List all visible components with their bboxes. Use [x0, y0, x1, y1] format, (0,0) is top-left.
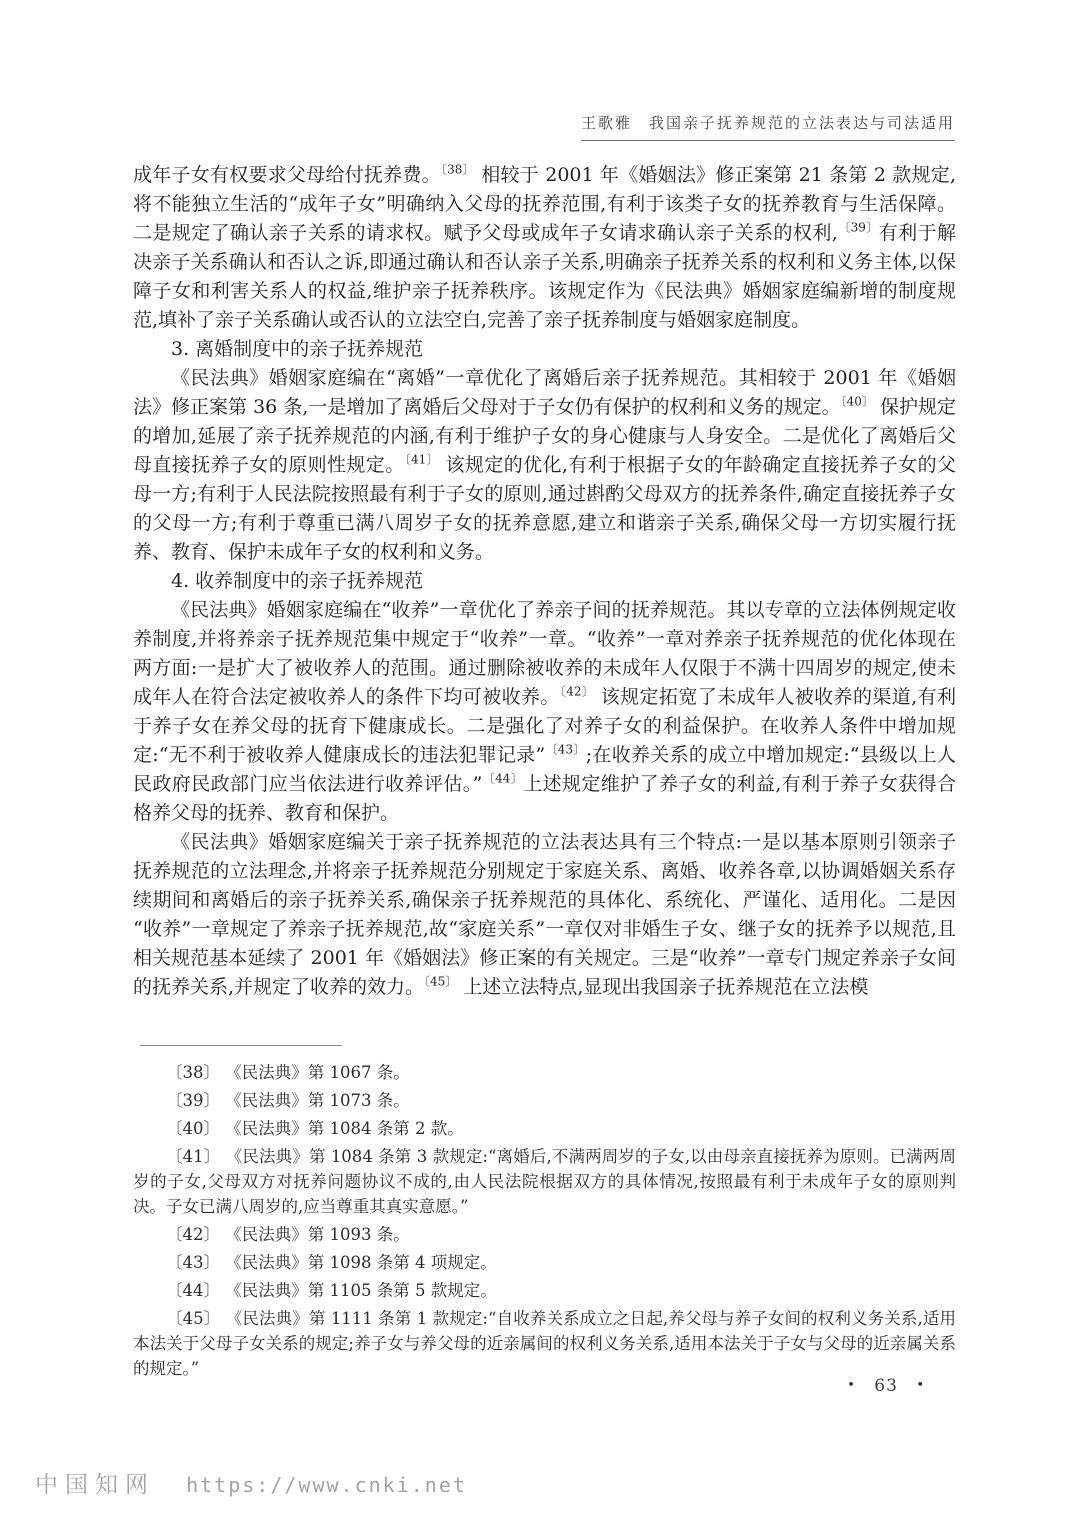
footnote-item-43: 〔43〕 《民法典》第 1098 条第 4 项规定。: [166, 1253, 497, 1272]
running-header-title: 王歌雅 我国亲子抚养规范的立法表达与司法适用: [581, 112, 955, 141]
footnote-item-38: 〔38〕 《民法典》第 1067 条。: [166, 1063, 410, 1082]
page-number-value: 63: [874, 1376, 898, 1396]
paragraph-divorce-rules: 《民法典》婚姻家庭编在“离婚”一章优化了离婚后亲子抚养规范。其相较于 2001 年《婚姻法》修正案第 36 条,一是增加了离婚后父母对于子女仍有保护的权利和义务的规定。$^{〔40〕}$ 保护规定的增加,延展了亲子抚养规范的内涵,有利于维护子女的身心健康与人身安全。二是优化了离婚后父母直接抚养子女的原则性规定。$^{〔41〕}$ 该规定的优化,有利于根据子女的年龄确定直接抚养子女的父母一方;有利于人民法院按照最有利于子女的原则,通过斟酌父母双方的抚养条件,确定直接抚养子女的父母一方;有利于尊重已满八周岁子女的抚养意愿,建立和谐亲子关系,确保父母一方切实履行抚养、教育、保护未成年子女的权利和义务。: [133, 367, 956, 563]
footnote-item-41: 〔41〕 《民法典》第 1084 条第 3 款规定:“离婚后,不满两周岁的子女,以由母亲直接抚养为原则。已满两周岁的子女,父母双方对抚养问题协议不成的,由人民法院根据双方的具体情况,按照最有利于未成年子女的原则判决。子女已满八周岁的,应当尊重其真实意愿。”: [133, 1147, 956, 1216]
footnote-ref: 〔45〕: [424, 974, 458, 989]
footnote-ref: 〔42〕: [559, 684, 595, 699]
footnote-item-45: 〔45〕 《民法典》第 1111 条第 1 款规定:“自收养关系成立之日起,养父母与养子女间的权利义务关系,适用本法关于父母子女关系的规定;养子女与养父母的近亲属间的权利义务关系,适用本法关于子女与父母的近亲属关系的规定。”: [133, 1309, 956, 1378]
footnote-item-39: 〔39〕 《民法典》第 1073 条。: [166, 1091, 410, 1110]
footnote-item-40: 〔40〕 《民法典》第 1084 条第 2 款。: [166, 1119, 464, 1138]
paragraph-legislative-features: 《民法典》婚姻家庭编关于亲子抚养规范的立法表达具有三个特点:一是以基本原则引领亲子抚养规范的立法理念,并将亲子抚养规范分别规定于家庭关系、离婚、收养各章,以协调婚姻关系存续期间和离婚后的亲子抚养关系,确保亲子抚养规范的具体化、系统化、严谨化、适用化。二是因“收养”一章规定了养亲子抚养规范,故“家庭关系”一章仅对非婚生子女、继子女的抚养予以规范,且相关规范基本延续了 2001 年《婚姻法》修正案的有关规定。三是“收养”一章专门规定养亲子女间的抚养关系,并规定了收养的效力。$^{〔45〕}$ 上述立法特点,显现出我国亲子抚养规范在立法模: [133, 831, 956, 998]
footnote-ref: 〔38〕: [440, 162, 475, 177]
footnotes-section: [133, 1060, 956, 1384]
footnote-ref: 〔43〕: [545, 742, 586, 757]
running-header: [133, 112, 955, 141]
footnote-ref: 〔39〕: [837, 220, 879, 235]
page-number-right-dot: •: [916, 1378, 925, 1393]
footnote-ref: 〔41〕: [404, 452, 440, 467]
cnki-brand-text: 中国知网: [35, 1472, 155, 1498]
footnote-ref: 〔44〕: [482, 771, 524, 786]
section-heading-adoption: 4. 收养制度中的亲子抚养规范: [171, 570, 424, 592]
paragraph-adoption-rules: 《民法典》婚姻家庭编在“收养”一章优化了养亲子间的抚养规范。其以专章的立法体例规定收养制度,并将养亲子抚养规范集中规定于“收养”一章。“收养”一章对养亲子抚养规范的优化体现在两方面:一是扩大了被收养人的范围。通过删除被收养的未成年人仅限于不满十四周岁的规定,使未成年人在符合法定被收养人的条件下均可被收养。$^{〔42〕}$ 该规定拓宽了未成年人被收养的渠道,有利于养子女在养父母的抚育下健康成长。二是强化了对养子女的利益保护。在收养人条件中增加规定:“无不利于被收养人健康成长的违法犯罪记录”$^{〔43〕}$;在收养关系的成立中增加规定:“县级以上人民政府民政部门应当依法进行收养评估。”$^{〔44〕}$上述规定维护了养子女的利益,有利于养子女获得合格养父母的抚养、教育和保护。: [133, 599, 956, 824]
page-number: [847, 1376, 925, 1396]
footnote-ref: 〔40〕: [840, 394, 874, 409]
section-heading-divorce: 3. 离婚制度中的亲子抚养规范: [171, 338, 424, 360]
page-number-left-dot: •: [847, 1378, 856, 1393]
cnki-watermark: [35, 1466, 467, 1499]
paragraph-adult-children-support: 成年子女有权要求父母给付抚养费。$^{〔38〕}$ 相较于 2001 年《婚姻法》修正案第 21 条第 2 款规定,将不能独立生活的“成年子女”明确纳入父母的抚养范围,有利于该类子女的抚养教育与生活保障。二是规定了确认亲子关系的请求权。赋予父母或成年子女请求确认亲子关系的权利,$^{〔39〕}$有利于解决亲子关系确认和否认之诉,即通过确认和否认亲子关系,明确亲子抚养关系的权利和义务主体,以保障子女和利害关系人的权益,维护亲子抚养秩序。该规定作为《民法典》婚姻家庭编新增的制度规范,填补了亲子关系确认或否认的立法空白,完善了亲子抚养制度与婚姻家庭制度。: [133, 162, 956, 331]
footnote-separator: [140, 1045, 342, 1046]
body-content: [133, 161, 956, 1002]
footnote-item-42: 〔42〕 《民法典》第 1093 条。: [166, 1225, 410, 1244]
footnote-item-44: 〔44〕 《民法典》第 1105 条第 5 款规定。: [166, 1281, 497, 1300]
cnki-url-text: https://www.cnki.net: [186, 1473, 467, 1497]
